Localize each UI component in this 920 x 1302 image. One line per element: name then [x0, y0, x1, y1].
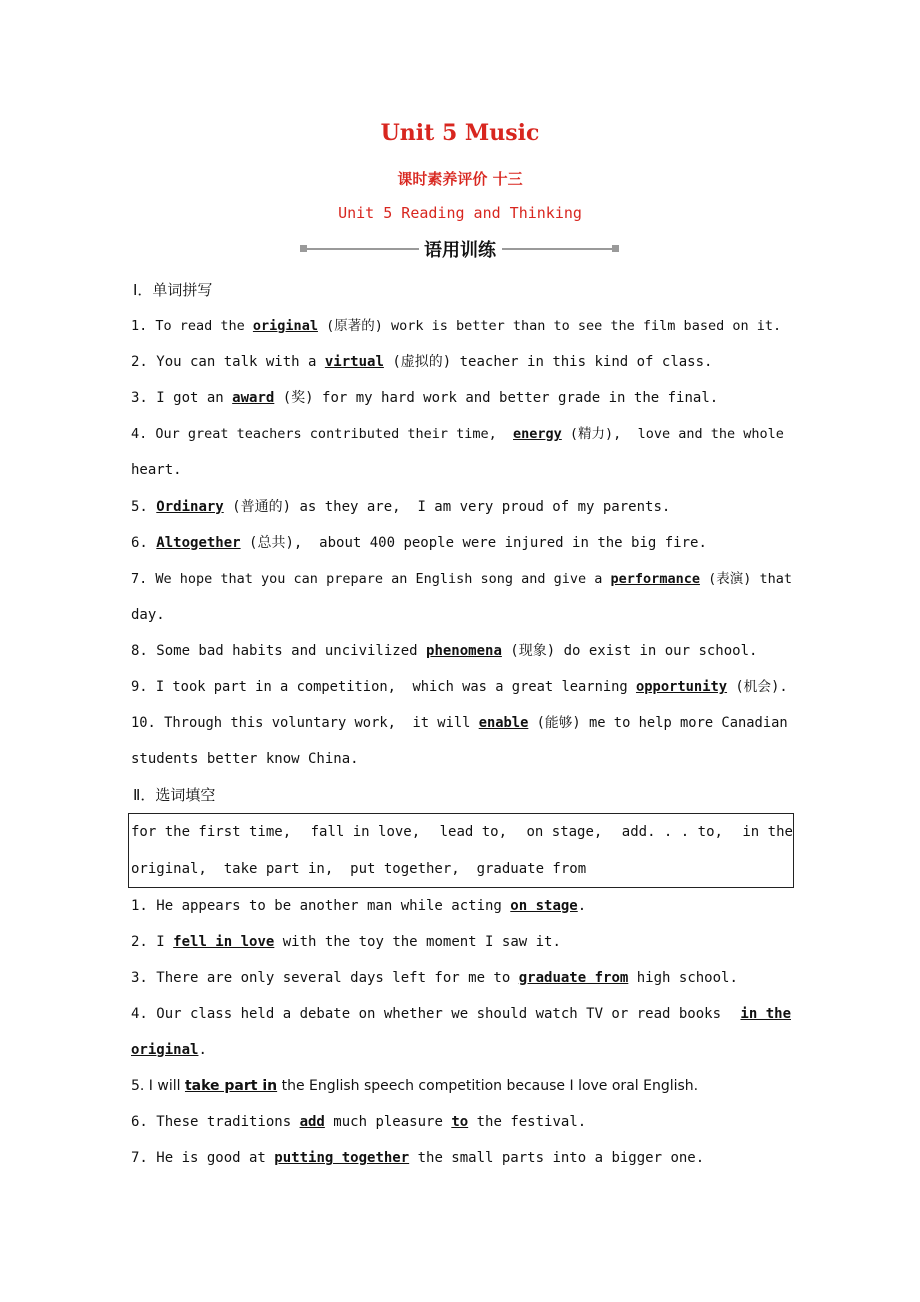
answer: energy [513, 426, 562, 443]
list-item: 4. Our class held a debate on whether we should watch TV or read books in the [131, 996, 791, 1032]
list-item: 5. Ordinary (普通的) as they are, I am very proud of my parents. [131, 498, 671, 515]
answer: putting together [274, 1150, 410, 1167]
list-item: 4. Our great teachers contributed their time, energy (精力), love and the whole [131, 426, 784, 443]
answer: enable [478, 715, 529, 732]
list-item-continuation: original. [131, 1041, 207, 1058]
list-item: 10. Through this voluntary work, it will enable (能够) me to help more Canadian [131, 715, 788, 732]
answer: Altogether [156, 534, 241, 551]
section-banner [300, 236, 620, 262]
list-item: 1. To read the original (原著的) work is better than to see the film based on it. [131, 318, 782, 335]
banner-right-line [502, 248, 612, 250]
banner-title: 语用训练 [424, 240, 496, 261]
answer: take part in [184, 1078, 278, 1095]
list-item: 6. Altogether (总共), about 400 people were injured in the big fire. [131, 534, 707, 551]
answer: in the [740, 1005, 791, 1022]
list-item-continuation: heart. [131, 462, 182, 479]
list-item: 8. Some bad habits and uncivilized phenomena (现象) do exist in our school. [131, 642, 758, 659]
answer: fell in love [173, 933, 275, 950]
answer: original [131, 1041, 199, 1058]
list-item: 7. He is good at putting together the small parts into a bigger one. [131, 1150, 705, 1167]
word-bank-line: for the first time, fall in love, lead to, on stage, add. . . to, in the [131, 824, 793, 841]
answer: virtual [324, 354, 384, 371]
answer: Ordinary [156, 498, 224, 515]
word-bank-line: original, take part in, put together, graduate from [131, 860, 587, 877]
answer: phenomena [426, 642, 502, 659]
list-item-continuation: day. [131, 606, 165, 623]
word-bank-box [128, 813, 794, 887]
answer: performance [610, 570, 700, 587]
list-item: 5. I will take part in the English speech competition because I love oral English. [131, 1078, 699, 1095]
lesson-subtitle: 课时素养评价 十三 [397, 170, 523, 188]
answer: original [252, 318, 318, 335]
section2-heading: Ⅱ．选词填空 [133, 786, 216, 805]
section1-heading: Ⅰ．单词拼写 [133, 281, 213, 299]
list-item: 7. We hope that you can prepare an English song and give a performance (表演) that [131, 570, 792, 587]
list-item-continuation: students better know China. [131, 751, 359, 768]
answer: graduate from [518, 969, 629, 986]
list-item: 6. These traditions add much pleasure to the festival. [131, 1114, 587, 1131]
answer: on stage [510, 897, 578, 914]
list-item: 9. I took part in a competition, which was a great learning opportunity (机会). [131, 679, 788, 696]
list-item: 3. I got an award (奖) for my hard work and better grade in the final. [131, 390, 719, 407]
list-item: 3. There are only several days left for me to graduate from high school. [131, 969, 738, 986]
answer: add [299, 1114, 325, 1131]
list-item: 2. I fell in love with the toy the moment I saw it. [131, 933, 561, 950]
list-item: 1. He appears to be another man while acting on stage. [131, 897, 587, 914]
answer: opportunity [635, 679, 728, 696]
exercise-body [131, 272, 791, 1176]
lesson-subtitle-english: Unit 5 Reading and Thinking [338, 204, 582, 222]
banner-right-dot [612, 245, 619, 252]
page-title: Unit 5 Music [380, 120, 540, 146]
answer: to [451, 1114, 469, 1131]
answer: award [232, 390, 275, 407]
list-item: 2. You can talk with a virtual (虚拟的) teacher in this kind of class. [131, 354, 713, 371]
